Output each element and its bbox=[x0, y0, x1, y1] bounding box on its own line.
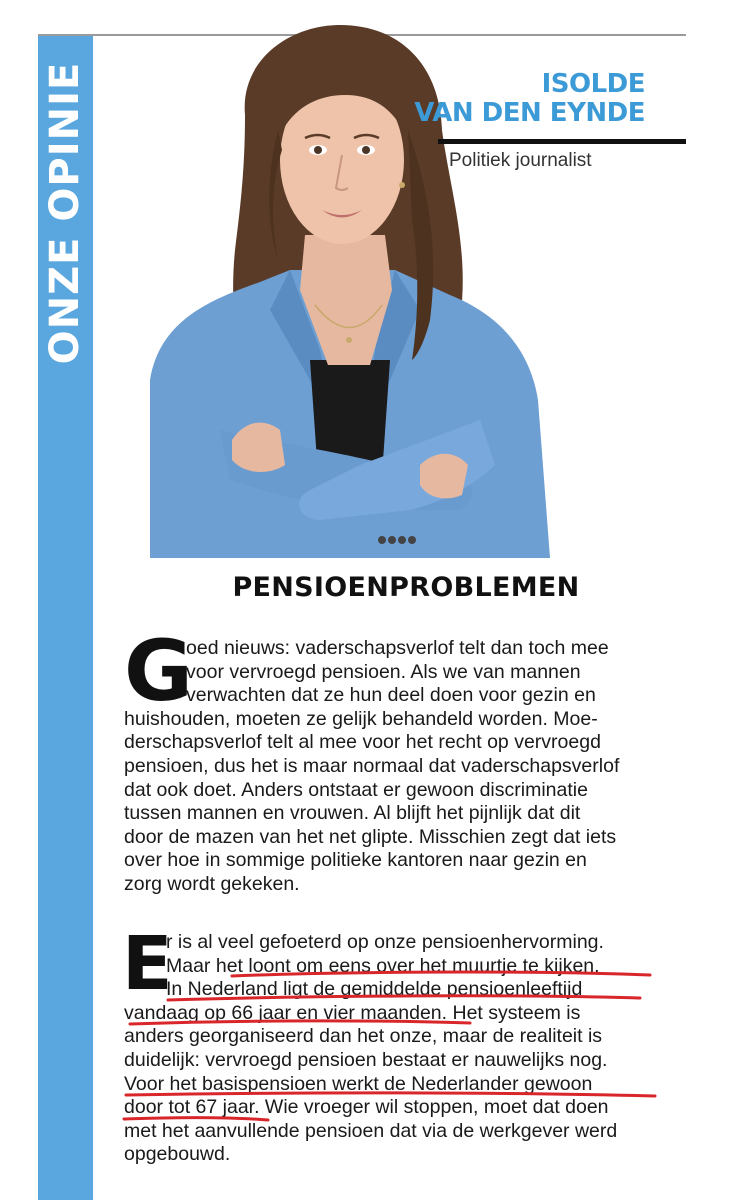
text-line: door de mazen van het net glipte. Misschien zegt dat iets bbox=[124, 825, 617, 848]
text-line: tussen mannen en vrouwen. Al blijft het pijnlijk dat dit bbox=[124, 802, 581, 825]
text-line: anders georganiseerd dan het onze, maar de realiteit is bbox=[124, 1025, 603, 1048]
text-line: door tot 67 jaar. Wie vroeger wil stoppen, moet dat doen bbox=[124, 1096, 609, 1119]
article-headline: PENSIOENPROBLEMEN bbox=[232, 572, 580, 603]
text-line: derschapsverlof telt al mee voor het recht op vervroegd bbox=[124, 731, 601, 754]
text-line: over hoe in sommige politieke kantoren naar gezin en bbox=[124, 849, 587, 872]
section-label: ONZE OPINIE bbox=[42, 61, 88, 365]
text-line: Maar het loont om eens over het muurtje te kijken. bbox=[166, 954, 600, 977]
paragraph-1 bbox=[124, 622, 684, 897]
name-rule bbox=[438, 139, 686, 144]
text-line: zorg wordt gekeken. bbox=[124, 872, 300, 895]
text-line: duidelijk: vervroegd pensioen bestaat er nauwelijks nog. bbox=[124, 1048, 608, 1071]
text-line: pensioen, dus het is maar normaal dat vaderschapsverlof bbox=[124, 754, 620, 777]
text-line: In Nederland ligt de gemiddelde pensioenleeftijd bbox=[166, 978, 583, 1001]
text-line: opgebouwd. bbox=[124, 1143, 231, 1166]
author-role: Politiek journalist bbox=[449, 150, 592, 171]
text-line: verwachten dat ze hun deel doen voor gezin en bbox=[186, 684, 596, 707]
text-line: met het aanvullende pensioen dat via de werkgever werd bbox=[124, 1119, 618, 1142]
text-line: vandaag op 66 jaar en vier maanden. Het systeem is bbox=[124, 1001, 581, 1024]
author-name bbox=[414, 70, 645, 128]
author-first-name: ISOLDE bbox=[541, 69, 645, 99]
text-line: oed nieuws: vaderschapsverlof telt dan toch mee bbox=[186, 637, 609, 659]
text-line: r is al veel gefoeterd op onze pensioenhervorming. bbox=[166, 931, 604, 953]
author-last-name: VAN DEN EYNDE bbox=[414, 98, 645, 128]
dropcap-e: E bbox=[122, 921, 173, 1007]
text-line: voor vervroegd pensioen. Als we van mannen bbox=[186, 660, 581, 683]
text-line: huishouden, moeten ze gelijk behandeld worden. Moe- bbox=[124, 707, 598, 730]
dropcap-g: G bbox=[124, 622, 193, 720]
paragraph-2 bbox=[122, 921, 684, 1167]
text-line: dat ook doet. Anders ontstaat er gewoon discriminatie bbox=[124, 778, 588, 801]
text-line: Voor het basispensioen werkt de Nederlander gewoon bbox=[124, 1072, 593, 1095]
